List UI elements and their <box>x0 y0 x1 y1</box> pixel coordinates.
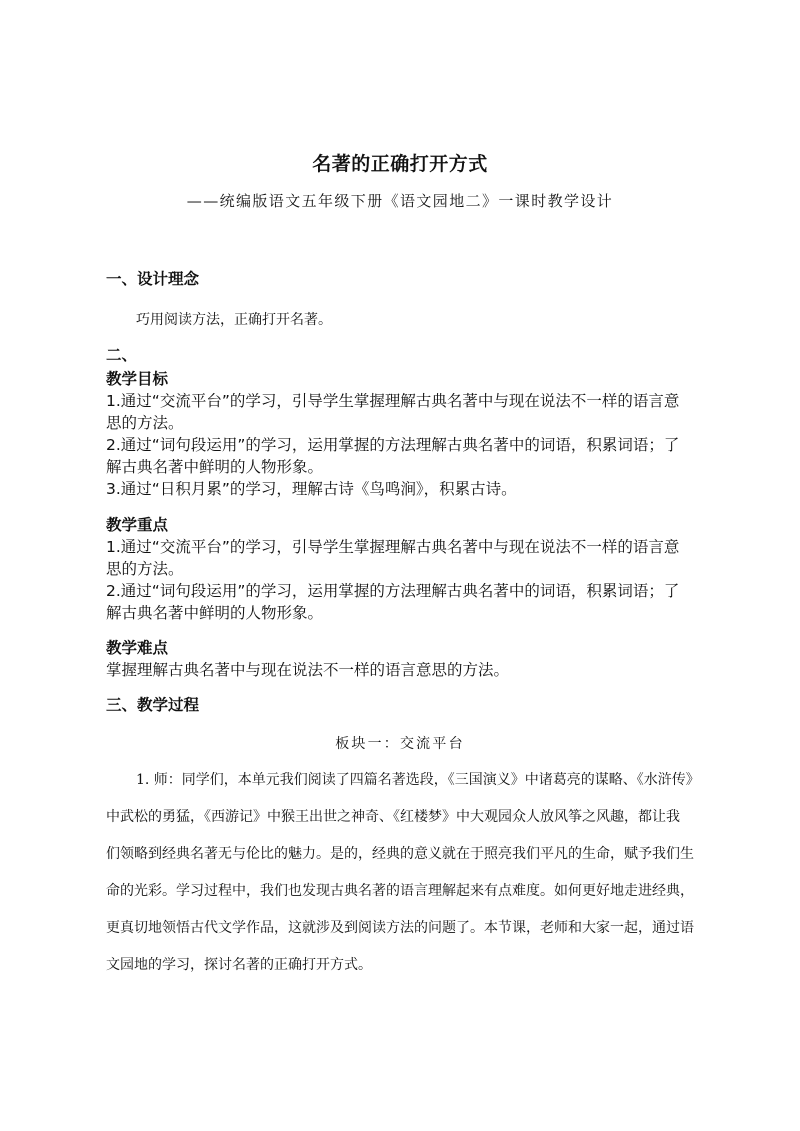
teaching-keypoint-line: 思的方法。 <box>106 560 184 578</box>
section-heading-goals-number: 二、 <box>106 346 138 364</box>
paragraph-line: 更真切地领悟古代文学作品，这就涉及到阅读方法的问题了。本节课，老师和大家一起，通过语 <box>106 920 694 936</box>
document-subtitle: ——统编版语文五年级下册《语文园地二》一课时教学设计 <box>186 192 614 210</box>
paragraph-line: 1. 师：同学们，本单元我们阅读了四篇名著选段，《三国演义》中诸葛亮的谋略、《水浒传》 <box>136 772 700 788</box>
teaching-goal-line: 1.通过“交流平台”的学习，引导学生掌握理解古典名著中与现在说法不一样的语言意 <box>106 392 680 410</box>
paragraph-line: 们领略到经典名著无与伦比的魅力。是的，经典的意义就在于照亮我们平凡的生命，赋予我们生 <box>106 846 694 862</box>
teaching-goals-block <box>106 368 700 500</box>
teaching-keypoints-block <box>106 514 700 624</box>
section-heading-design: 一、设计理念 <box>106 270 200 288</box>
teaching-goal-line: 3.通过“日积月累”的学习，理解古诗《鸟鸣涧》，积累古诗。 <box>106 480 517 498</box>
teaching-goal-line: 思的方法。 <box>106 414 184 432</box>
teaching-goal-line: 解古典名著中鲜明的人物形象。 <box>106 458 324 476</box>
teaching-difficulty-line: 掌握理解古典名著中与现在说法不一样的语言意思的方法。 <box>106 661 510 679</box>
teaching-keypoint-line: 2.通过“词句段运用”的学习，运用掌握的方法理解古典名著中的词语，积累词语；了 <box>106 582 680 600</box>
teaching-keypoint-line: 1.通过“交流平台”的学习，引导学生掌握理解古典名著中与现在说法不一样的语言意 <box>106 538 680 556</box>
paragraph-line: 文园地的学习，探讨名著的正确打开方式。 <box>106 957 372 973</box>
teaching-difficulty-heading: 教学难点 <box>106 639 169 657</box>
document-title: 名著的正确打开方式 <box>312 153 488 175</box>
teaching-keypoints-heading: 教学重点 <box>106 516 169 534</box>
design-concept-text: 巧用阅读方法，正确打开名著。 <box>136 312 332 328</box>
paragraph-line: 命的光彩。学习过程中，我们也发现古典名著的语言理解起来有点难度。如何更好地走进经典， <box>106 883 694 899</box>
section-heading-process: 三、教学过程 <box>106 696 200 714</box>
teaching-keypoint-line: 解古典名著中鲜明的人物形象。 <box>106 604 324 622</box>
teaching-goal-line: 2.通过“词句段运用”的学习，运用掌握的方法理解古典名著中的词语，积累词语；了 <box>106 436 680 454</box>
teaching-difficulty-block <box>106 637 700 681</box>
teaching-goals-heading: 教学目标 <box>106 370 169 388</box>
module-title: 板块一：交流平台 <box>335 736 465 752</box>
paragraph-line: 中武松的勇猛，《西游记》中猴王出世之神奇、《红楼梦》中大观园众人放风筝之风趣，都让我 <box>106 809 680 825</box>
